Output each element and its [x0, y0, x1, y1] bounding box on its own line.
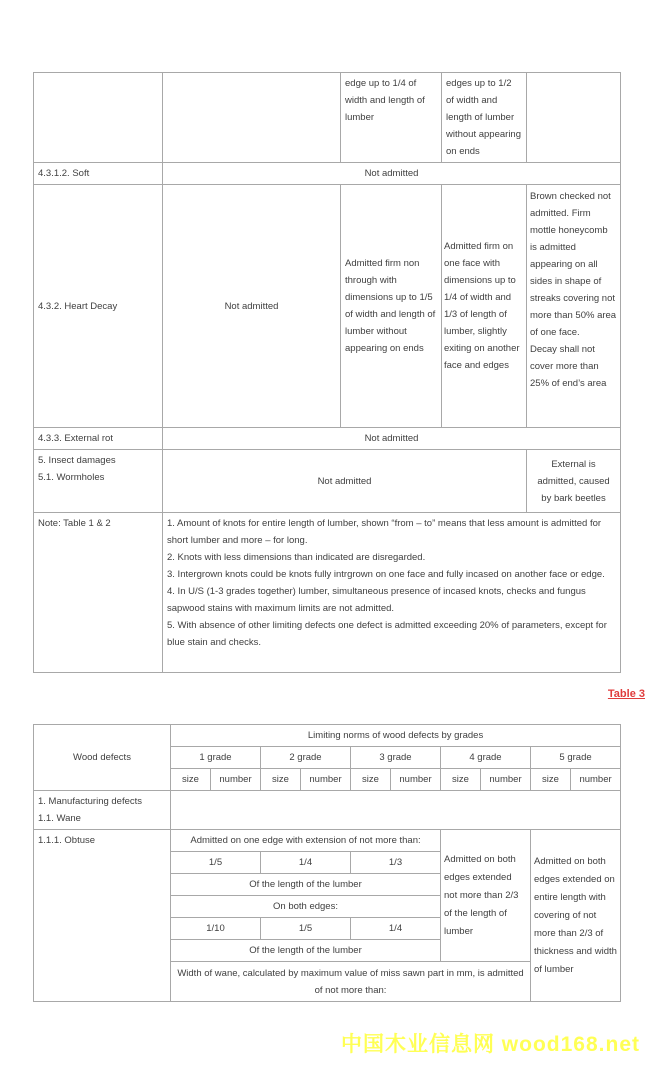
limiting-norms-header-cell: Limiting norms of wood defects by grades	[171, 725, 621, 747]
note-item: 1. Amount of knots for entire length of lumber, shown “from – to” means that less amount is admitted for short lumber and more – for long.	[167, 518, 602, 546]
manufacturing-label-line: 1.1. Wane	[38, 813, 81, 824]
wormholes-label-line: 5. Insect damages	[38, 455, 116, 466]
obtuse-both-edges-value-grade3: 1/4	[351, 918, 441, 940]
heart-decay-grade5-paragraph: Decay shall not cover more than 25% of end’s area	[530, 344, 607, 389]
wood-defects-header-cell: Wood defects	[34, 725, 171, 791]
defects-grading-table	[33, 72, 621, 673]
grade3-header-cell: 3 grade	[351, 747, 441, 769]
wormholes-label-cell	[34, 450, 163, 513]
obtuse-length-note-cell: Of the length of the lumber	[171, 940, 441, 962]
obtuse-both-edges-header-cell: On both edges:	[171, 896, 441, 918]
note-text-cell	[163, 513, 621, 673]
size-header-cell: size	[261, 769, 301, 791]
table-row	[34, 450, 621, 513]
watermark: 中国木业信息网 wood168.net	[340, 1033, 640, 1056]
wormholes-value-cell: Not admitted	[163, 450, 527, 513]
manufacturing-defects-label-cell	[34, 791, 171, 830]
grade2-header-cell: 2 grade	[261, 747, 351, 769]
obtuse-one-edge-header-cell: Admitted on one edge with extension of not more than:	[171, 830, 441, 852]
note-item: 4. In U/S (1-3 grades together) lumber, simultaneous presence of incased knots, checks and fungus sapwood stains with maximum limits are not admitted.	[167, 586, 586, 614]
continuation-grade4-cell: edges up to 1/2 of width and length of lumber without appearing on ends	[442, 73, 527, 163]
heart-decay-grade4-cell: Admitted firm on one face with dimensions up to 1/4 of width and 1/3 of length of lumber, slightly exiting on another face and edges	[442, 185, 527, 428]
number-header-cell: number	[211, 769, 261, 791]
wood-defects-table	[33, 724, 621, 1002]
table-row	[34, 163, 621, 185]
number-header-cell: number	[301, 769, 351, 791]
heart-decay-grades12-cell: Not admitted	[163, 185, 341, 428]
soft-label-cell: 4.3.1.2. Soft	[34, 163, 163, 185]
grade1-header-cell: 1 grade	[171, 747, 261, 769]
empty-cell	[171, 791, 621, 830]
empty-cell	[527, 73, 621, 163]
table-row	[34, 513, 621, 673]
wormholes-label-line: 5.1. Wormholes	[38, 472, 105, 483]
table-header-row	[34, 725, 621, 747]
table-row	[34, 73, 621, 163]
heart-decay-grade5-cell	[527, 185, 621, 428]
note-item: 3. Intergrown knots could be knots fully intrgrown on one face and fully incased on another face or edge.	[167, 569, 605, 580]
empty-cell	[34, 73, 163, 163]
number-header-cell: number	[391, 769, 441, 791]
external-rot-label-cell: 4.3.3. External rot	[34, 428, 163, 450]
obtuse-grade5-cell: Admitted on both edges extended on entire length with covering of not more than 2/3 of thickness and width of lumber	[531, 830, 621, 1002]
obtuse-one-edge-value-grade3: 1/3	[351, 852, 441, 874]
table-row	[34, 428, 621, 450]
empty-cell	[163, 73, 341, 163]
table3-caption: Table 3	[607, 688, 645, 700]
heart-decay-grade5-paragraph: Brown checked not admitted. Firm mottle honeycomb is admitted appearing on all sides in shape of streaks covering not more than 50% area of one face.	[530, 191, 617, 338]
size-header-cell: size	[171, 769, 211, 791]
table-row	[34, 185, 621, 428]
external-rot-value-cell: Not admitted	[163, 428, 621, 450]
manufacturing-label-line: 1. Manufacturing defects	[38, 796, 143, 807]
table-row	[34, 791, 621, 830]
number-header-cell: number	[481, 769, 531, 791]
continuation-grade3-cell: edge up to 1/4 of width and length of lumber	[341, 73, 442, 163]
obtuse-both-edges-value-grade1: 1/10	[171, 918, 261, 940]
table-row	[34, 830, 621, 852]
obtuse-both-edges-value-grade2: 1/5	[261, 918, 351, 940]
wormholes-grade5-cell: External is admitted, caused by bark beetles	[527, 450, 621, 513]
heart-decay-label-cell: 4.3.2. Heart Decay	[34, 185, 163, 428]
note-item: 5. With absence of other limiting defects one defect is admitted exceeding 20% of parameters, except for blue stain and checks.	[167, 620, 607, 648]
soft-value-cell: Not admitted	[163, 163, 621, 185]
obtuse-one-edge-value-grade2: 1/4	[261, 852, 351, 874]
grade5-header-cell: 5 grade	[531, 747, 621, 769]
obtuse-label-cell: 1.1.1. Obtuse	[34, 830, 171, 1002]
grade4-header-cell: 4 grade	[441, 747, 531, 769]
obtuse-wane-width-note-cell: Width of wane, calculated by maximum value of miss sawn part in mm, is admitted of not more than:	[171, 962, 531, 1002]
size-header-cell: size	[531, 769, 571, 791]
obtuse-length-note-cell: Of the length of the lumber	[171, 874, 441, 896]
heart-decay-grade3-cell: Admitted firm non through with dimensions up to 1/5 of width and length of lumber without appearing on ends	[341, 185, 442, 428]
note-label-cell: Note: Table 1 & 2	[34, 513, 163, 673]
obtuse-one-edge-value-grade1: 1/5	[171, 852, 261, 874]
size-header-cell: size	[441, 769, 481, 791]
size-header-cell: size	[351, 769, 391, 791]
obtuse-grade4-cell: Admitted on both edges extended not more than 2/3 of the length of lumber	[441, 830, 531, 962]
note-item: 2. Knots with less dimensions than indicated are disregarded.	[167, 552, 426, 563]
number-header-cell: number	[571, 769, 621, 791]
